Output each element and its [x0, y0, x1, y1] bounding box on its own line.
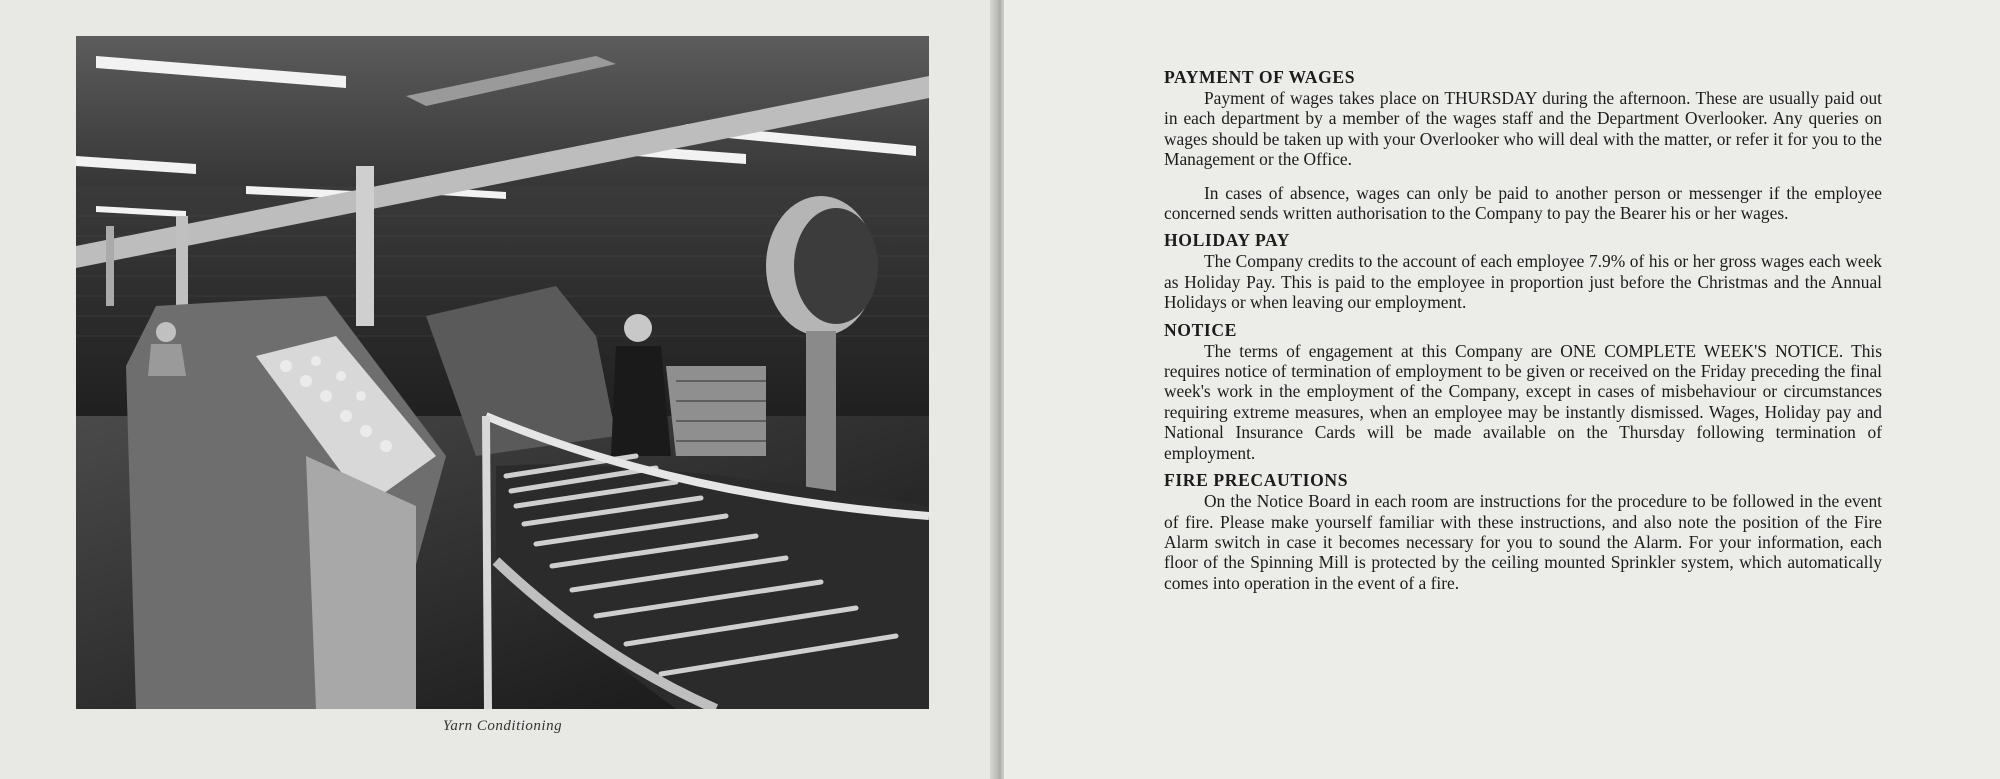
section-notice	[1164, 319, 1882, 463]
paragraph: The terms of engagement at this Company are ONE COMPLETE WEEK'S NOTICE. This requires notice of termination of employment to be given or received on the Friday preceding the final week's work in the employment of the Company, except in cases of misbehaviour or circumstances requiring extreme measures, when an employee may be instantly dismissed. Wages, Holiday pay and National Insurance Cards will be made available on the Thursday following termination of employment.	[1164, 340, 1882, 463]
paragraph: Payment of wages takes place on THURSDAY during the afternoon. These are usually paid out in each department by a member of the wages staff and the Department Overlooker. Any queries on wages should be taken up with your Overlooker who will deal with the matter, or refer it for you to the Management or the Office.	[1164, 88, 1882, 170]
handbook-text	[1164, 66, 1882, 599]
section-payment-of-wages	[1164, 66, 1882, 223]
section-heading: PAYMENT OF WAGES	[1164, 67, 1356, 87]
paragraph: On the Notice Board in each room are instructions for the procedure to be followed in the event of fire. Please make yourself familiar with these instructions, and also note the position of the Fire Alarm switch in case it becomes necessary for you to sound the Alarm. For your information, each floor of the Spinning Mill is protected by the ceiling mounted Sprinkler system, which automatically comes into operation in the event of a fire.	[1164, 491, 1882, 593]
section-heading: HOLIDAY PAY	[1164, 230, 1291, 251]
factory-photo-icon	[76, 36, 929, 709]
paragraph: The Company credits to the account of each employee 7.9% of his or her gross wages each week as Holiday Pay. This is paid to the employee in proportion just before the Christmas and the Annual Holidays or when leaving our employment.	[1164, 251, 1882, 313]
section-holiday-pay	[1164, 229, 1882, 312]
section-heading: FIRE PRECAUTIONS	[1164, 470, 1349, 491]
section-heading: NOTICE	[1164, 319, 1238, 340]
factory-photo	[76, 36, 929, 709]
left-page	[0, 0, 996, 779]
section-fire-precautions	[1164, 469, 1882, 593]
photo-caption: Yarn Conditioning	[442, 718, 563, 734]
paragraph: In cases of absence, wages can only be paid to another person or messenger if the employee concerned sends written authorisation to the Company to pay the Bearer his or her wages.	[1164, 182, 1882, 224]
